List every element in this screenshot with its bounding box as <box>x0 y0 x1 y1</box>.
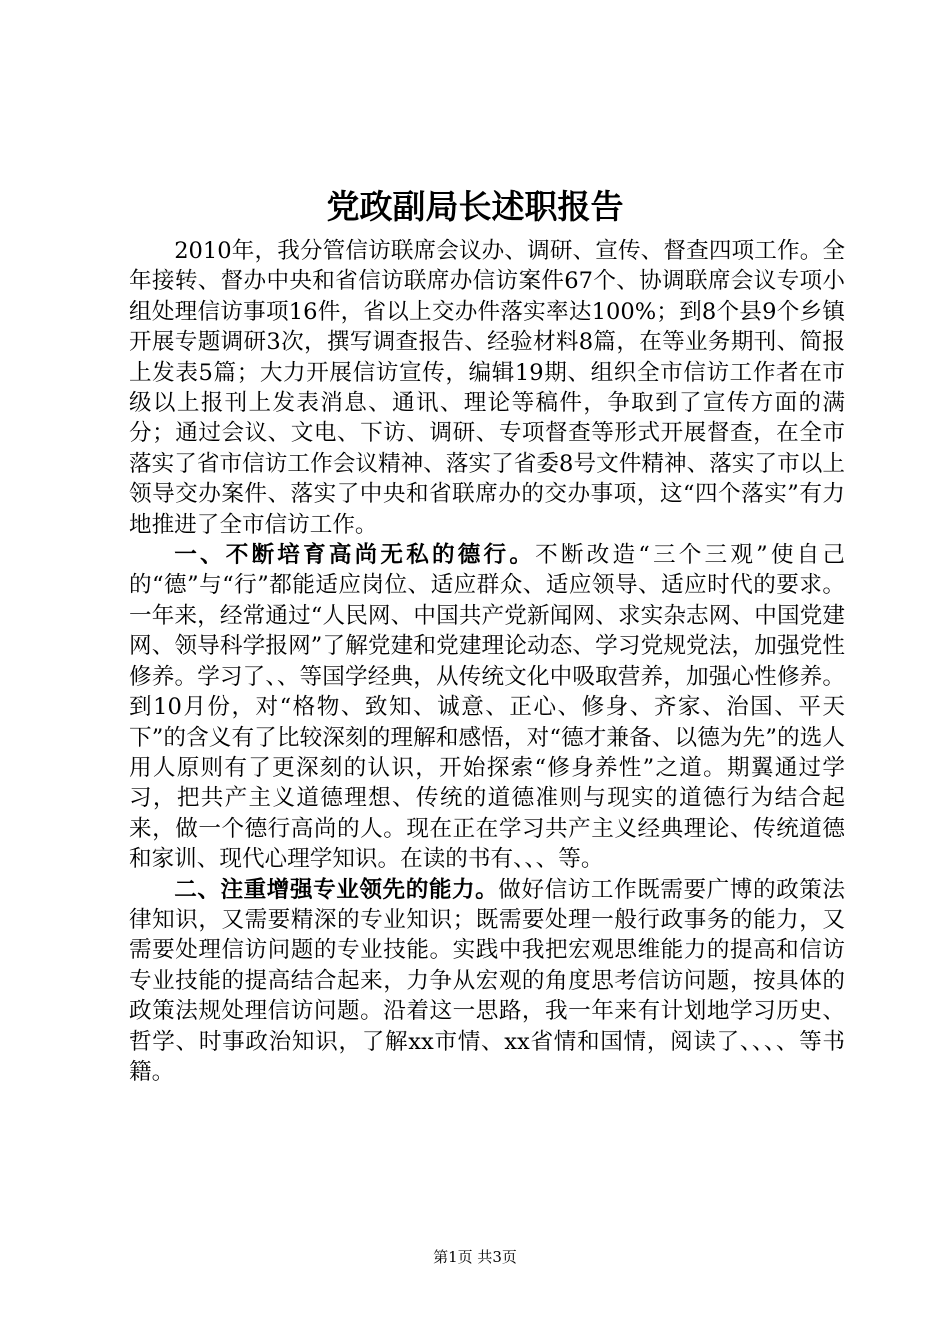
paragraph-heading: 二、注重增强专业领先的能力。 <box>174 876 499 903</box>
page-number-footer: 第1页 共3页 <box>433 1248 517 1266</box>
paragraph-text: 不断改造“三个三观”使自己的“德”与“行”都能适应岗位、适应群众、适应领导、适应时代的要求。一年来，经常通过“人民网、中国共产党新闻网、求实杂志网、中国党建网、领导科学报网”了解党建和党建理论动态、学习党规党法，加强党性修养。学习了、、等国学经典，从传统文化中吸取营养，加强心性修养。到10月份，对“格物、致知、诚意、正心、修身、齐家、治国、平天下”的含义有了比较深刻的理解和感悟，对“德才兼备、以德为先”的选人用人原则有了更深刻的认识，开始探索“修身养性”之道。期翼通过学习，把共产主义道德理想、传统的道德准则与现实的道德行为结合起来，做一个德行高尚的人。现在正在学习共产主义经典理论、传统道德和家训、现代心理学知识。在读的书有、、、等。 <box>129 542 846 873</box>
paragraph-text: 做好信访工作既需要广博的政策法律知识，又需要精深的专业知识；既需要处理一般行政事务的能力，又需要处理信访问题的专业技能。实践中我把宏观思维能力的提高和信访专业技能的提高结合起来，力争从宏观的角度思考信访问题，按具体的政策法规处理信访问题。沿着这一思路，我一年来有计划地学习历史、哲学、时事政治知识，了解xx市情、xx省情和国情，阅读了、、、、等书籍。 <box>129 876 845 1085</box>
paragraph-section-1 <box>129 540 845 874</box>
paragraph-text: 2010年，我分管信访联席会议办、调研、宣传、督查四项工作。全年接转、督办中央和省信访联席办信访案件67个、协调联席会议专项小组处理信访事项16件，省以上交办件落实率达100%；到8个县9个乡镇开展专题调研3次，撰写调查报告、经验材料8篇，在等业务期刊、简报上发表5篇；大力开展信访宣传，编辑19期、组织全市信访工作者在市级以上报刊上发表消息、通讯、理论等稿件，争取到了宣传方面的满分；通过会议、文电、下访、调研、专项督查等形式开展督查，在全市落实了省市信访工作会议精神、落实了省委8号文件精神、落实了市以上领导交办案件、落实了中央和省联席办的交办事项，这“四个落实”有力地推进了全市信访工作。 <box>129 238 845 538</box>
paragraph-section-2 <box>129 875 845 1088</box>
document-body <box>129 236 845 1087</box>
document-title: 党政副局长述职报告 <box>326 187 624 226</box>
paragraph-heading: 一、不断培育高尚无私的德行。 <box>174 542 536 569</box>
paragraph-intro <box>129 236 845 540</box>
